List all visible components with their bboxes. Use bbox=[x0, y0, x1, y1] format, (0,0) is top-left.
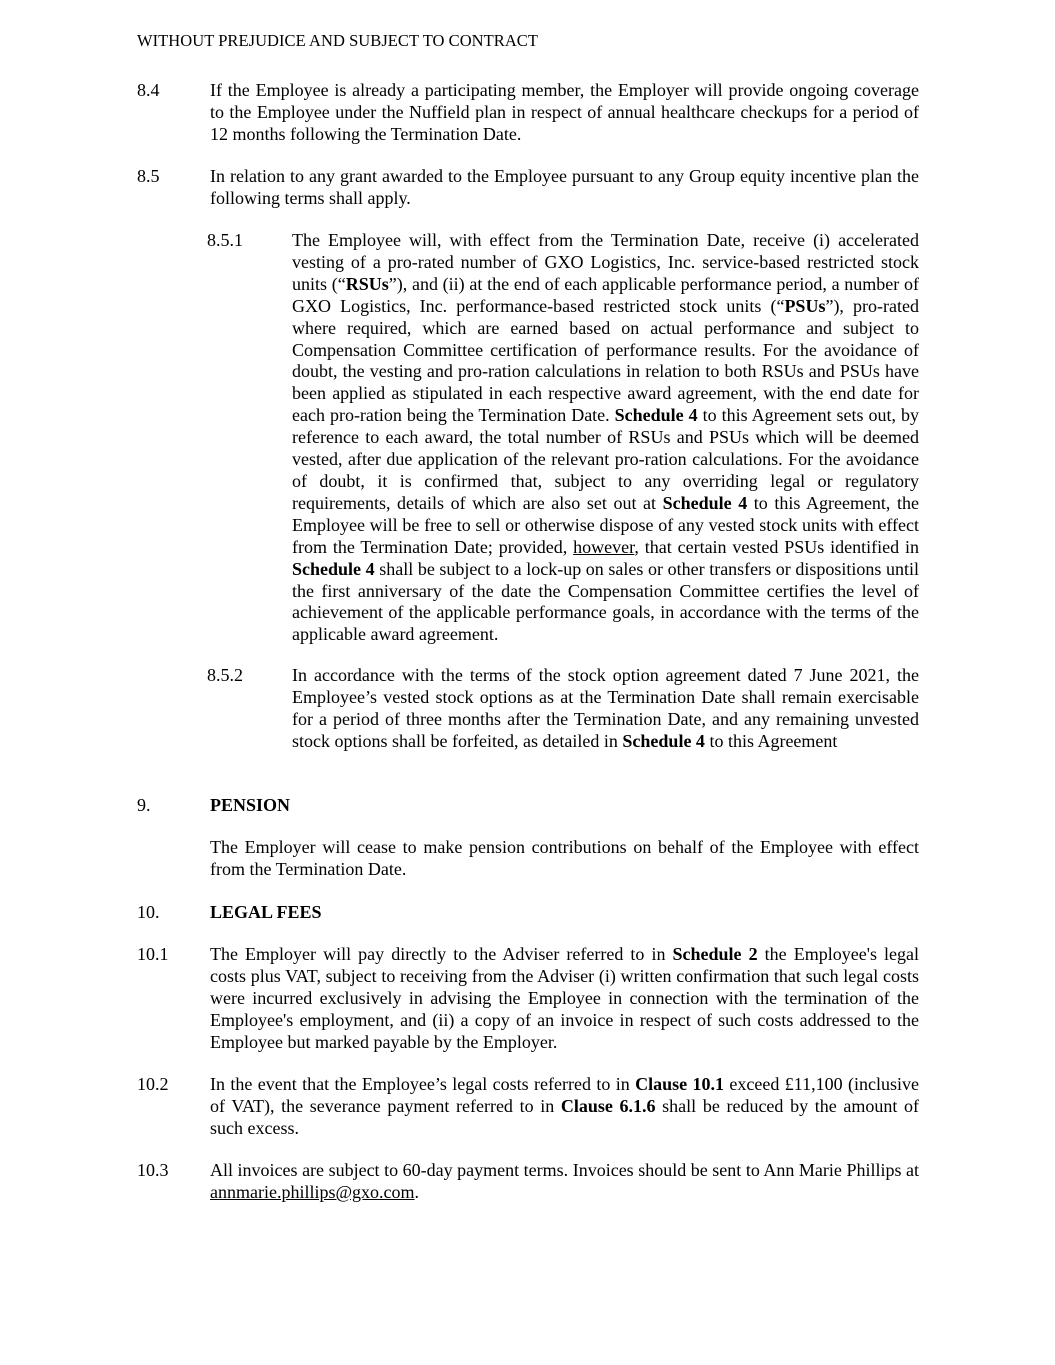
section-number: 10. bbox=[137, 902, 160, 922]
clause-number: 10.3 bbox=[137, 1160, 169, 1180]
text-run: . bbox=[414, 1181, 420, 1202]
defined-term: RSUs bbox=[345, 273, 389, 294]
text-run: the Employee's legal costs plus VAT, subject to receiving from the Adviser (i) written confirmation that such legal costs were incurred exclusively in advising the Employee in connection with the termination of the Employee's employment, and (ii) a copy of an invoice in respect of such costs addressed to the Employee but marked payable by the Employer. bbox=[210, 944, 919, 1052]
schedule-reference: Schedule 4 bbox=[292, 558, 375, 579]
text-run: In accordance with the terms of the stock option agreement dated 7 June 2021, the Employee’s vested stock options as at the Termination Date shall remain exercisable for a period of three months after the Termination Date, and any remaining unvested stock options shall be forfeited, as detailed in bbox=[292, 665, 919, 751]
clause-text bbox=[210, 944, 919, 1054]
text-run: The Employer will pay directly to the Adviser referred to in bbox=[210, 944, 673, 964]
text-run: exceed £11,100 (inclusive of VAT), the severance payment referred to in bbox=[210, 1074, 919, 1116]
clause-text bbox=[292, 665, 919, 753]
text-run: All invoices are subject to 60-day payment terms. Invoices should be sent to Ann Marie Phillips at bbox=[210, 1160, 919, 1180]
clause-number: 8.5.2 bbox=[207, 665, 243, 685]
section-title: PENSION bbox=[210, 795, 291, 815]
clause-text bbox=[292, 230, 919, 646]
text-run: to this Agreement sets out, by reference to each award, the total number of RSUs and PSUs which will be deemed vested, after due application of the relevant pro-ration calculations. For the avoidance of doubt, it is confirmed that, subject to any overriding legal or regulatory requirements, details of which are also set out at bbox=[292, 405, 919, 513]
text-run: In the event that the Employee’s legal costs referred to in bbox=[210, 1074, 636, 1094]
text-run: shall be subject to a lock-up on sales or other transfers or dispositions until the first anniversary of the date the Compensation Committee certifies the level of achievement of the applicable performance goals, in accordance with the terms of the applicable award agreement. bbox=[292, 558, 919, 645]
text-run: shall be reduced by the amount of such excess. bbox=[210, 1095, 919, 1138]
clause-8-5-2 bbox=[207, 665, 919, 753]
schedule-reference: Schedule 2 bbox=[672, 944, 758, 964]
schedule-reference: Schedule 4 bbox=[614, 405, 698, 426]
text-run: to this Agreement bbox=[704, 730, 838, 751]
clause-10-2 bbox=[137, 1074, 919, 1140]
defined-term: PSUs bbox=[784, 295, 826, 316]
clause-number: 10.2 bbox=[137, 1074, 169, 1094]
clause-text: If the Employee is already a participating member, the Employer will provide ongoing coverage to the Employee under the Nuffield plan in respect of annual healthcare checkups for a period of 12 months following the Termination Date. bbox=[210, 80, 919, 144]
clause-text bbox=[210, 1160, 919, 1204]
clause-text: The Employer will cease to make pension contributions on behalf of the Employee with effect from the Termination Date. bbox=[210, 837, 919, 879]
section-number: 9. bbox=[137, 795, 151, 815]
clause-reference: Clause 10.1 bbox=[635, 1074, 725, 1094]
clause-number: 10.1 bbox=[137, 944, 169, 964]
text-run: ”), pro-rated where required, which are earned based on actual performance and subject to Compensation Committee certification of performance results. For the avoidance of doubt, the vesting and pro-ration calculations in relation to both RSUs and PSUs have been applied as stipulated in each respective award agreement, with the end date for each pro-ration being the Termination Date. bbox=[292, 295, 919, 426]
schedule-reference: Schedule 4 bbox=[662, 492, 748, 513]
page-header: WITHOUT PREJUDICE AND SUBJECT TO CONTRACT bbox=[137, 31, 538, 50]
clause-10-1 bbox=[137, 944, 919, 1054]
clause-8-4 bbox=[137, 80, 919, 146]
section-9-text bbox=[137, 837, 919, 881]
text-run: The Employee will, with effect from the Termination Date, receive (i) accelerated vesting of a pro-rated number of GXO Logistics, Inc. service-based restricted stock units (“ bbox=[292, 230, 919, 294]
section-10 bbox=[137, 902, 919, 924]
text-run: , that certain vested PSUs identified in bbox=[634, 536, 919, 557]
underlined-text: however bbox=[573, 536, 635, 557]
clause-number: 8.5 bbox=[137, 166, 160, 186]
clause-number: 8.5.1 bbox=[207, 230, 243, 250]
section-9 bbox=[137, 795, 919, 817]
clause-10-3 bbox=[137, 1160, 919, 1204]
text-run: ”), and (ii) at the end of each applicable performance period, a number of GXO Logistics, Inc. performance-based restricted stock units (“ bbox=[292, 273, 920, 316]
clause-text bbox=[210, 1074, 919, 1140]
clause-8-5 bbox=[137, 166, 919, 210]
text-run: to this Agreement, the Employee will be free to sell or otherwise dispose of any vested stock units with effect from the Termination Date; provided, bbox=[292, 492, 920, 557]
schedule-reference: Schedule 4 bbox=[622, 730, 705, 751]
section-title: LEGAL FEES bbox=[210, 902, 322, 922]
clause-8-5-1 bbox=[207, 230, 919, 646]
clause-text: In relation to any grant awarded to the Employee pursuant to any Group equity incentive plan the following terms shall apply. bbox=[210, 166, 919, 208]
clause-number: 8.4 bbox=[137, 80, 160, 100]
email-link[interactable]: annmarie.phillips@gxo.com bbox=[210, 1181, 415, 1202]
clause-reference: Clause 6.1.6 bbox=[560, 1095, 656, 1116]
